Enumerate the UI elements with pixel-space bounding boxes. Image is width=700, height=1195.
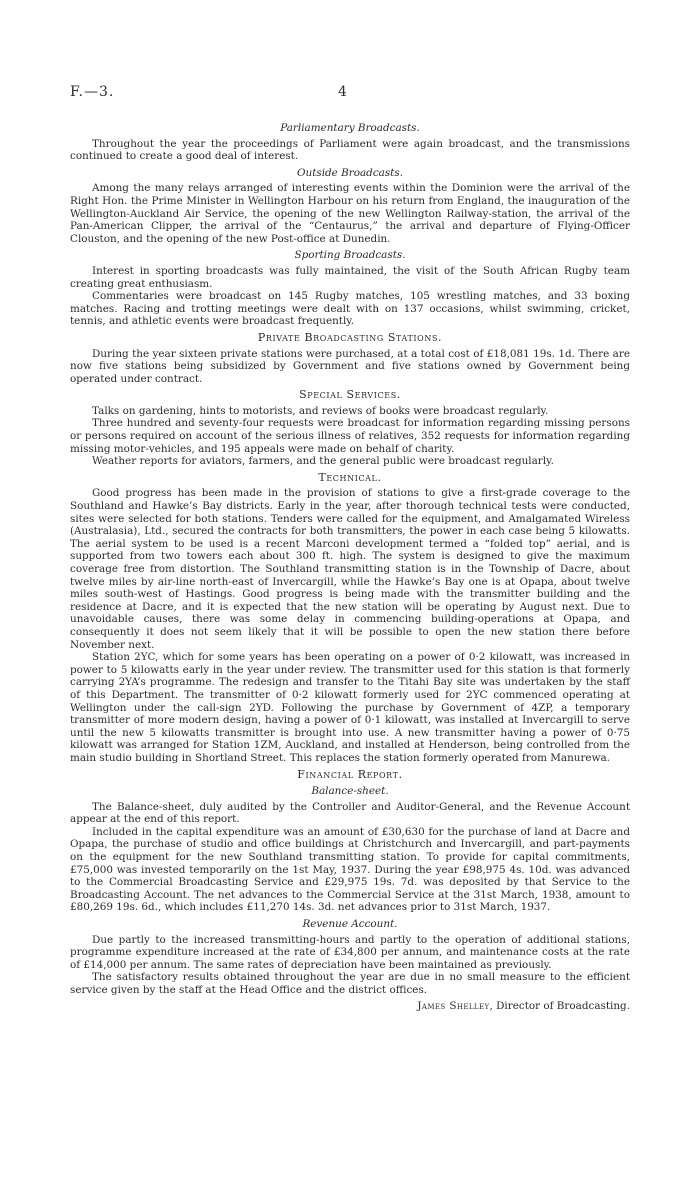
section-heading: Technical. [318,470,382,484]
signatory-name: James Shelley [417,999,490,1012]
paragraph: Station 2YC, which for some years has been operating on a power of 0·2 kilowatt, was increased in power to 5 kilowatts early in the year under review. The transmitter used for this station is that formerly carrying 2YA’s programme. The redesign and transfer to the Titahi Bay site was undertaken by the staff of this Department. The transmitter of 0·2 kilowatt formerly used for 2YC commenced operating at Wellington under the call-sign 2YD. Following the purchase by Government of 4ZP, a temporary transmitter of more modern design, having a power of 0·1 kilowatt, was installed at Invercargill to serve until the new 5 kilowatts transmitter is brought into use. A new transmitter having a power of 0·75 kilowatt was arranged for Station 1ZM, Auckland, and installed at Henderson, being controlled from the main studio building in Shortland Street. This replaces the station formerly operated from Manurewa. [70,651,630,764]
paragraph: Weather reports for aviators, farmers, and the general public were broadcast regularly. [92,455,554,468]
section-heading: Revenue Account. [302,918,398,931]
section-heading: Parliamentary Broadcasts. [280,122,420,134]
section-heading: Sporting Broadcasts. [294,249,406,262]
document-reference: F.—3. [70,84,115,100]
paragraph: Due partly to the increased transmitting-hours and partly to the operation of additional stations, programme expenditure increased at the rate of £34,800 per annum, and maintenance costs at the rate of £14,000 per annum. The same rates of depreciation have been maintained as previously. [70,933,630,971]
section-heading: Outside Broadcasts. [296,166,403,179]
paragraph: The satisfactory results obtained throughout the year are due in no small measure to the efficient service given by the staff at the Head Office and the district offices. [70,971,630,996]
paragraph: Among the many relays arranged of interesting events within the Dominion were the arrival of the Right Hon. the Prime Minister in Wellington Harbour on his return from England, the inauguration of the Wellington-Auckland Air Service, the opening of the new Wellington Railway-station, the arrival of the Pan-American Clipper, the arrival of the “Centaurus,” the arrival and departure of Flying-Officer Clouston, and the opening of the new Post-office at Dunedin. [70,182,630,245]
paragraph: Commentaries were broadcast on 145 Rugby matches, 105 wrestling matches, and 33 boxing matches. Racing and trotting meetings were dealt with on 137 occasions, whilst swimming, cricket, tennis, and athletic events were broadcast frequently. [70,290,630,328]
page-header [70,84,630,104]
paragraph: Included in the capital expenditure was an amount of £30,630 for the purchase of land at Dacre and Opapa, the purchase of studio and office buildings at Christchurch and Invercargill, and part-payments on the equipment for the new Southland transmitting station. To provide for capital commitments, £75,000 was invested temporarily on the 1st May, 1937. During the year £98,975 4s. 10d. was advanced to the Commercial Broadcasting Service and £29,975 19s. 7d. was deposited by that Service to the Broadcasting Account. The net advances to the Commercial Service at the 31st March, 1938, amount to £80,269 19s. 6d., which includes £11,270 14s. 3d. net advances prior to 31st March, 1937. [70,825,630,914]
signatory-title: , Director of Broadcasting. [489,999,630,1012]
section-heading: Private Broadcasting Stations. [257,330,443,344]
report-body [70,118,630,1012]
paragraph: During the year sixteen private stations were purchased, at a total cost of £18,081 19s. 1d. There are now five stations being subsidized by Government and five stations owned by Government being operated under contract. [70,347,630,385]
section-heading: Financial Report. [297,767,403,781]
paragraph: The Balance-sheet, duly audited by the Controller and Auditor-General, and the Revenue Account appear at the end of this report. [70,800,630,826]
paragraph: Throughout the year the proceedings of Parliament were again broadcast, and the transmissions continued to create a good deal of interest. [70,137,630,163]
paragraph: Good progress has been made in the provision of stations to give a first-grade coverage to the Southland and Hawke’s Bay districts. Early in the year, after thorough technical tests were conducted, sites were selected for both stations. Tenders were called for the equipment, and Amalgamated Wireless (Australasia), Ltd., secured the contracts for both transmitters, the power in each case being 5 kilowatts. The aerial system to be used is a recent Marconi development termed a “folded top” aerial, and is supported from two towers each about 300 ft. high. The system is designed to give the maximum coverage free from distortion. The Southland transmitting station is in the Township of Dacre, about twelve miles by air-line north-east of Invercargill, while the Hawke’s Bay one is at Opapa, about twelve miles south-west of Hastings. Good progress is being made with the transmitter building and the residence at Dacre, and it is expected that the new station will be operating by August next. Due to unavoidable causes, there was some delay in commencing building-operations at Opapa, and consequently it does not seem likely that it will be possible to open the new station there before November next. [70,487,630,651]
signature [70,1000,630,1013]
paragraph: Three hundred and seventy-four requests were broadcast for information regarding missing persons or persons required on account of the serious illness of relatives, 352 requests for information regarding missing motor-vehicles, and 195 appeals were made on behalf of charity. [70,417,630,455]
paragraph: Interest in sporting broadcasts was fully maintained, the visit of the South African Rugby team creating great enthusiasm. [70,264,630,290]
paragraph: Talks on gardening, hints to motorists, and reviews of books were broadcast regularly. [92,404,549,417]
page-number: 4 [338,84,347,100]
section-heading: Special Services. [299,388,401,402]
section-heading: Balance-sheet. [311,785,389,798]
